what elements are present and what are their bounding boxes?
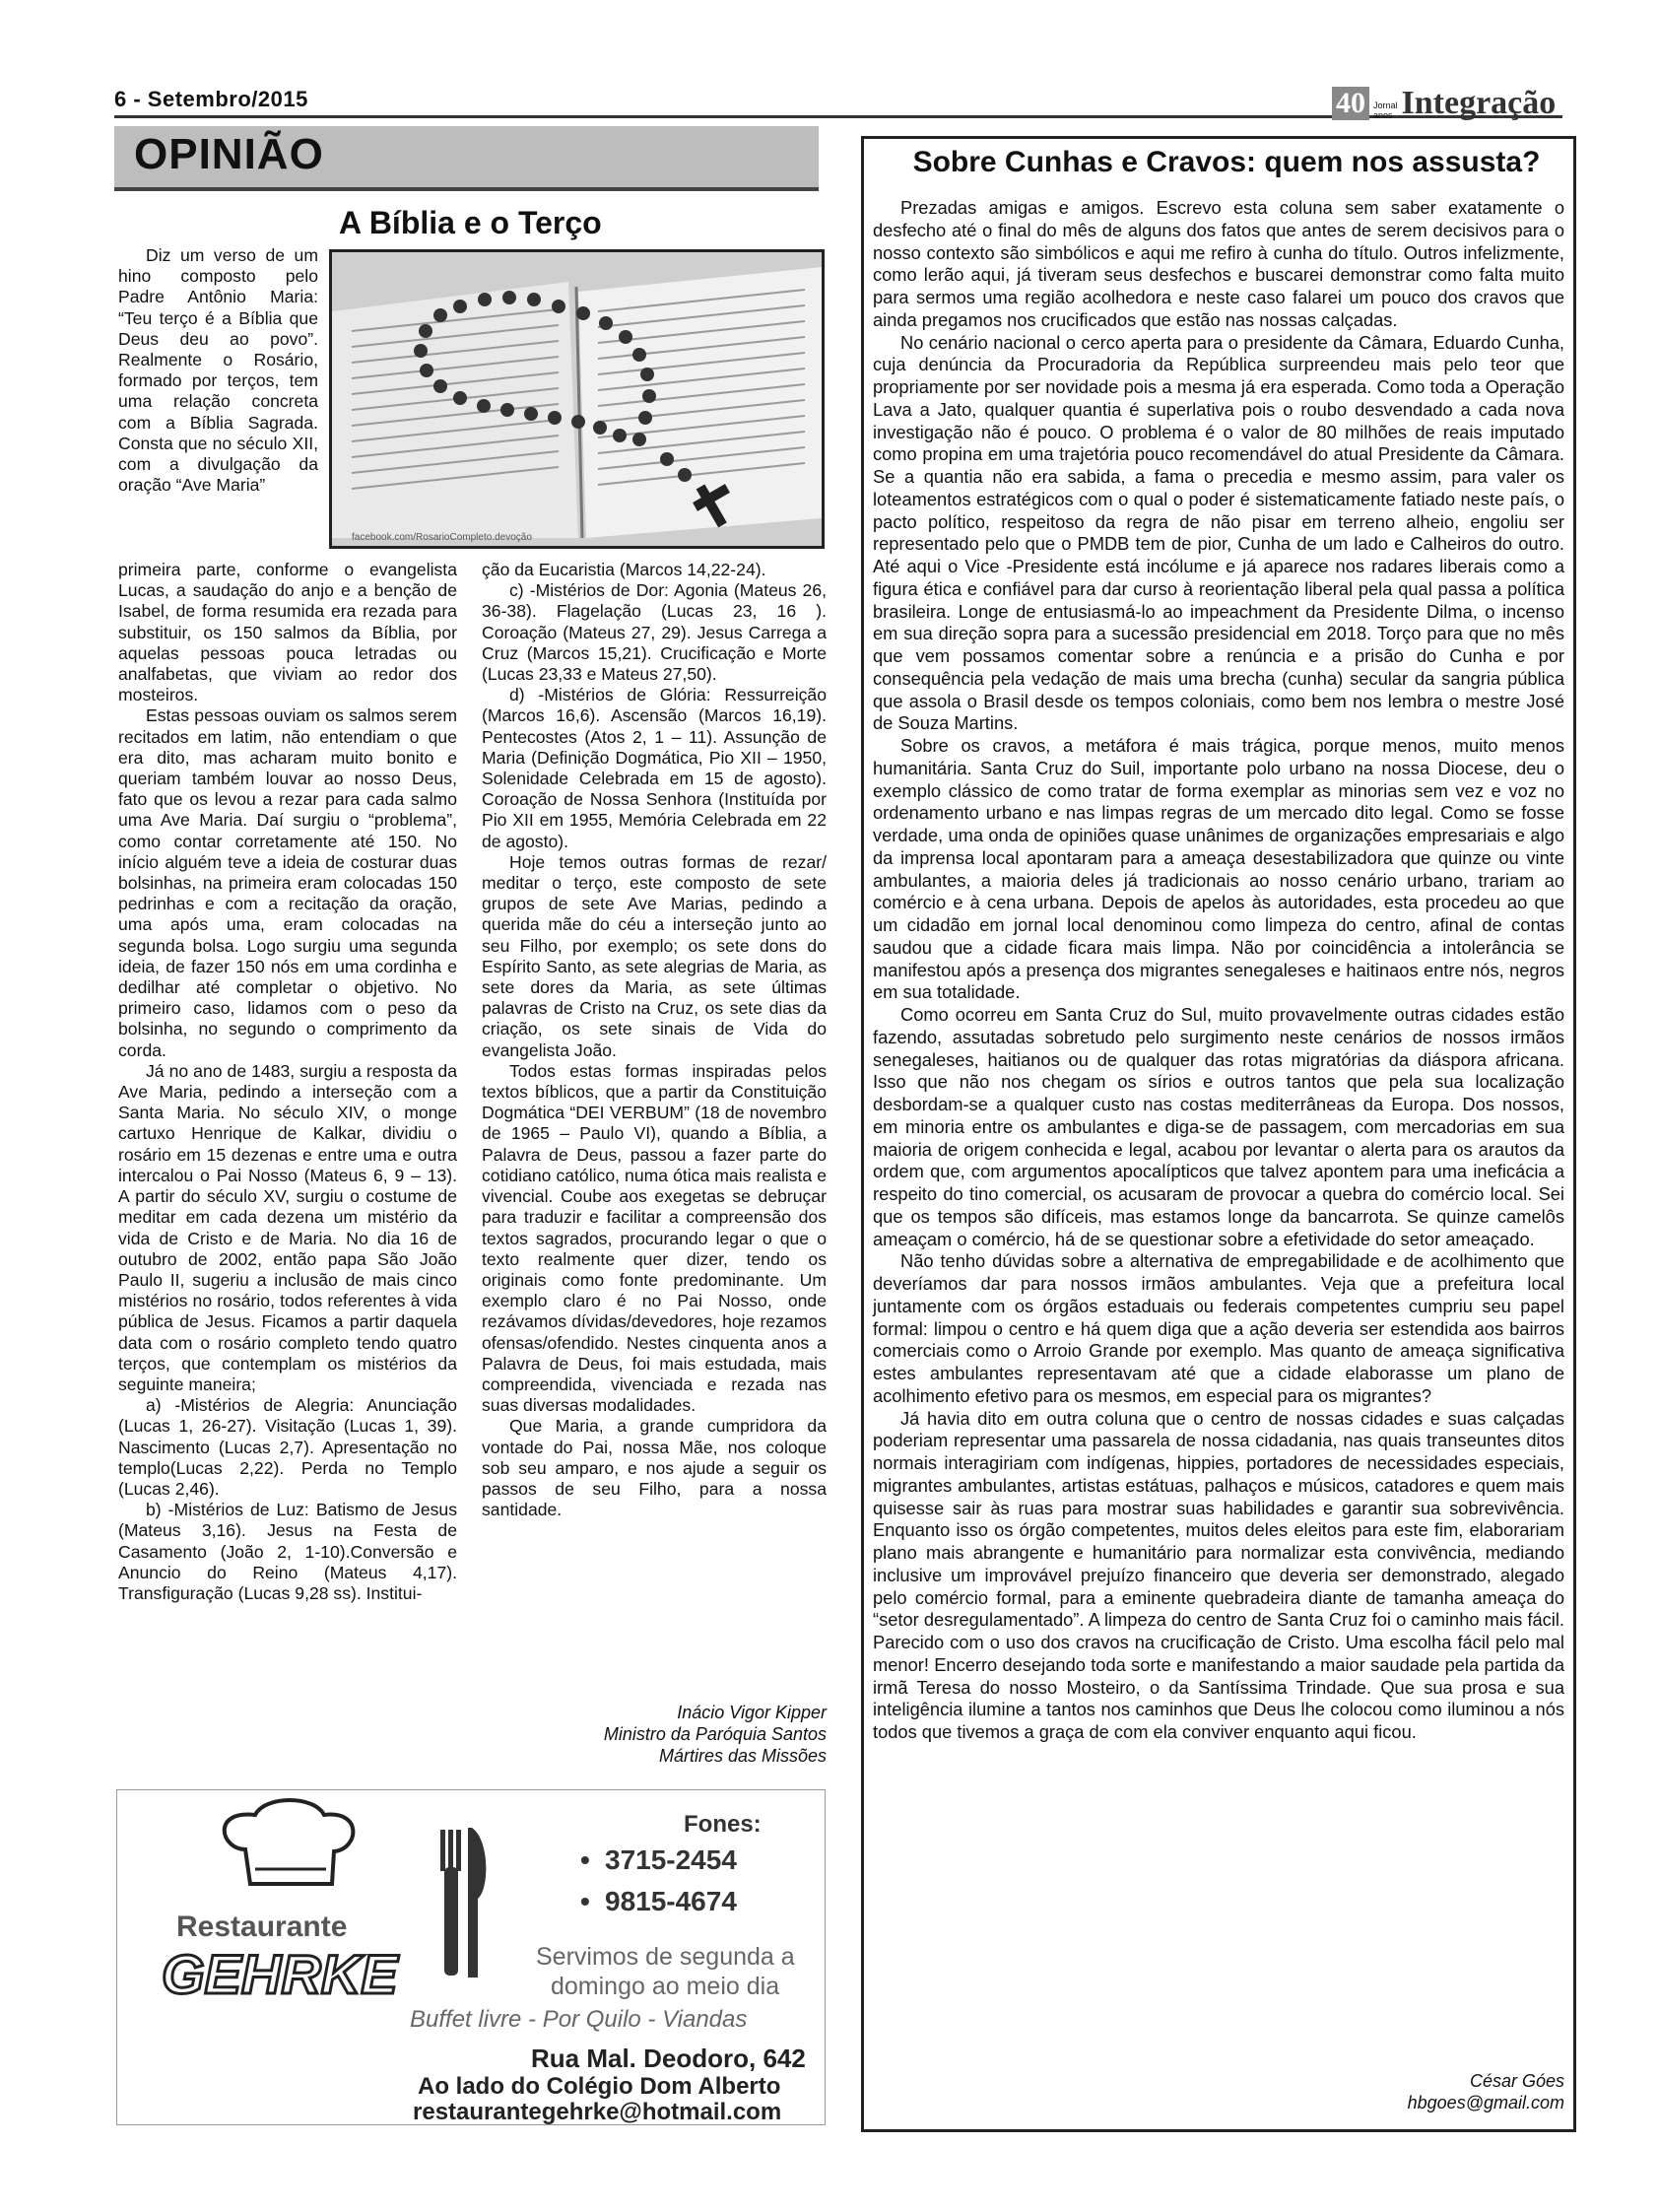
photo-credit: facebook.com/RosarioCompleto.devoção: [352, 532, 532, 543]
ad-phone-2: 9815-4674: [605, 1886, 737, 1916]
section-title: OPINIÃO: [134, 130, 324, 178]
masthead-small-bottom: anos: [1373, 110, 1393, 120]
article1-col2-paragraph: ção da Eucaristia (Marcos 14,22-24).: [482, 560, 766, 579]
author-parish: Mártires das Missões: [658, 1746, 827, 1766]
article1-col2-paragraph: d) -Mistérios de Glória: Ressurreição (Marcos 16,6). Ascensão (Marcos 16,19). Pentecostes (Atos 2, 1 – 11). Assunção de Maria (Definição Dogmática, Pio XII – 1950, Solenidade Celebrada em 15 de agosto). Coroação de Nossa Senhora (Instituída por Pio XII em 1955, Memória Celebrada em 22 de agosto).: [482, 685, 827, 851]
ad-email: restaurantegehrke@hotmail.com: [413, 2099, 782, 2124]
article2-paragraph: Não tenho dúvidas sobre a alternativa de empregabilidade e de acolhimento que deveríamos dar para nossos irmãos ambulantes. Veja que a prefeitura local juntamente com os órgãos estaduais ou federais competentes cumpriu seu papel formal: limpou o centro e há quem diga que a ação deveria ser estendida aos bairros comerciais como o Arroio Grande por exemplo. Mas quanto de ameaça significativa estes ambulantes representavam até que a cidade elaborasse um plano de acolhimento efetivo para os mesmos, em especial para os migrantes?: [873, 1250, 1564, 1406]
ad-address: Rua Mal. Deodoro, 642: [531, 2044, 806, 2073]
article2-author: César Góes: [1469, 2071, 1564, 2091]
author-name: Inácio Vigor Kipper: [677, 1703, 827, 1722]
ad-name-main: GEHRKE: [162, 1943, 398, 2005]
article1-intro: [118, 245, 318, 496]
article2-paragraph: Sobre os cravos, a metáfora é mais trágica, porque menos, muito menos humanitária. Santa Cruz do Suil, importante polo urbano na nossa Diocese, deu o exemplo clássico de como tratar de forma exemplar as minorias sem vez e voz no ordenamento urbano e nas limpas regras de um mercado dito legal. Como se fosse verdade, uma onda de opiniões quase unânimes de organizações empresariais e algo da imprensa local apontaram para a ameaça desestabilizadora que quinze ou vinte ambulantes, a maioria deles já tradicionais ao nosso cenário urbano, trariam ao comércio e à cena urbana. Depois de apelos às autoridades, esta procedeu ao que um cidadão em jornal local denominou como limpeza do centro, afinal de contas saudou que a cidade ficara mais limpa. Não por coincidência a intolerância se manifestou após a presença dos migrantes senegaleses e haitinaos entre nós, negros em sua totalidade.: [873, 735, 1564, 1003]
masthead-small: [1373, 101, 1398, 120]
article1-col1-paragraph: a) -Mistérios de Alegria: Anunciação (Lucas 1, 26-27). Visitação (Lucas 1, 39). Nascimento (Lucas 2,7). Apresentação no templo(Lucas 2,22). Perda no Templo (Lucas 2,46).: [118, 1395, 457, 1499]
article1-col2-paragraph: c) -Mistérios de Dor: Agonia (Mateus 26, 36-38). Flagelação (Lucas 23, 16 ). Coroação (Mateus 27, 29). Jesus Carrega a Cruz (Marcos 15,21). Crucificação e Morte (Lucas 23,33 e Mateus 27,50).: [482, 580, 827, 685]
article1-col1-paragraph: Estas pessoas ouviam os salmos serem recitados em latim, não entendiam o que era dito, mas acharam muito bonito e queriam também louvar ao nosso Deus, fato que os levou a rezar para cada salmo uma Ave Maria. Daí surgiu o “problema”, como contar corretamente até 150. No início alguém teve a ideia de costurar duas bolsinhas, na primeira eram colocadas 150 pedrinhas e com a recitação da oração, uma após uma, eram colocadas na segunda bolsa. Logo surgiu uma segunda ideia, de fazer 150 nós em uma cordinha e dedilhar até completar o objetivo. No primeiro caso, lidamos com o peso da bolsinha, no segundo o comprimento da corda.: [118, 705, 457, 1060]
restaurant-advertisement: [116, 1789, 826, 2125]
ad-name-top: Restaurante: [176, 1910, 348, 1943]
article1-column-1: [118, 560, 457, 1604]
ad-phone-2-bullet: •: [580, 1886, 590, 1916]
article1-title: A Bíblia e o Terço: [339, 205, 602, 240]
masthead-small-top: Jornal: [1373, 101, 1398, 110]
ad-hours-1: Servimos de segunda a: [536, 1943, 795, 1971]
article1-col2-paragraph: Todos estas formas inspiradas pelos textos bíblicos, que a partir da Constituição Dogmática “DEI VERBUM” (18 de novembro de 1965 – Paulo VI), quando a Bíblia, a Palavra de Deus, passou a fazer parte do cotidiano católico, numa ótica mais realista e vivencial. Coube aos exegetas se debruçar para traduzir e facilitar a compreensão dos textos sagrados, procurando legar o que o texto realmente quer dizer, tendo os originais como fonte predominante. Um exemplo claro é no Pai Nosso, onde rezávamos dívidas/devedores, hoje rezamos ofensas/ofendido. Nestes cinquenta anos a Palavra de Deus, foi mais estudada, mais compreendida, vivenciada e rezada nas suas diversas modalidades.: [482, 1060, 827, 1416]
bible-rosary-photo: [329, 249, 825, 549]
ad-phones-label: Fones:: [684, 1811, 762, 1838]
ad-hours-2: domingo ao meio dia: [551, 1973, 780, 2000]
ad-buffet: Buffet livre - Por Quilo - Viandas: [410, 2006, 748, 2033]
article1-column-2: [482, 560, 827, 1520]
article2-body: [873, 197, 1564, 1744]
ad-phone-1-bullet: •: [580, 1844, 590, 1875]
fork-knife-icon: [440, 1828, 486, 1977]
article1-col1-paragraph: b) -Mistérios de Luz: Batismo de Jesus (Mateus 3,16). Jesus na Festa de Casamento (João 2, 1-10).Conversão e Anuncio do Reino (Mateus 4,17). Transfiguração (Lucas 9,28 ss). Institui-: [118, 1500, 457, 1603]
masthead-logo: [1332, 87, 1556, 120]
page-number-date: 6 - Setembro/2015: [114, 87, 308, 111]
article2-paragraph: No cenário nacional o cerco aperta para o presidente da Câmara, Eduardo Cunha, cuja denúncia da Procuradoria da República surpreendeu mais pelo teor que propriamente por ser novidade pois a mesma já era esperada. Como toda a Operação Lava a Jato, qualquer quantia é superlativa pois o roubo desvendado a cada nova investigação não é pouco. O problema é o valor de 80 milhões de reais imputado como propina em uma trajetória pouco recomendável do atual Presidente da Câmara. Se a quantia não era sabida, a fama o precedia e mesmo assim, para valer os loteamentos estratégicos com o qual o poder é sistematicamente fatiado neste país, o pacto político, respeitoso da regra de não pisar em terreno alheio, engoliu ser representado pelo que o PMDB tem de pior, Cunha de um lado e Calheiros do outro. Até aqui o Vice -Presidente está incólume e já aparece nos radares liberais como a figura ética e confiável para dar curso à reorientação liberal pela qual passa a política brasileira. Longe de entusiasmá-lo ao impeachment da Presidente Dilma, o incenso em sua direção sopra para a sucessão presidencial em 2018. Torço para que no mês que vem possamos comentar sobre a renúncia e a prisão do Cunha e por consequência pela vedação de mais uma brecha (cunha) secular da sangria pública que assola o Brasil desde os tempos coloniais, como bem nos lembra o mestre José de Souza Martins.: [873, 331, 1564, 734]
author-role: Ministro da Paróquia Santos: [603, 1724, 827, 1744]
article1-signature: [482, 1702, 827, 1767]
ad-reference: Ao lado do Colégio Dom Alberto: [418, 2073, 781, 2100]
bible-rosary-illustration: [332, 252, 822, 546]
article2-email: hbgoes@gmail.com: [1407, 2093, 1564, 2112]
article2-signature: [873, 2070, 1564, 2113]
article1-intro-paragraph: Diz um verso de um hino composto pelo Padre Antônio Maria: “Teu terço é a Bíblia que Deus deu ao povo”. Realmente o Rosário, formado por terços, tem uma relação concreta com a Bíblia Sagrada. Consta que no século XII, com a divulgação da oração “Ave Maria”: [118, 245, 318, 496]
article1-col1-paragraph: primeira parte, conforme o evangelista Lucas, a saudação do anjo e a benção de Isabel, de forma resumida era rezada para substituir, os 150 salmos da Bíblia, por aquelas pessoas pouca letradas ou analfabetas, que viviam ao redor dos mosteiros.: [118, 560, 457, 705]
article2-paragraph: Já havia dito em outra coluna que o centro de nossas cidades e suas calçadas poderiam representar uma passarela de nossa cidadania, nas quais transeuntes ditos normais interagiriam com indígenas, hippies, portadores de necessidades especiais, migrantes ambulantes, artistas estátuas, palhaços e músicos, catadores e quem mais quisesse sair às ruas para mostrar suas habilidades e garantir sua sobrevivência. Enquanto isso os órgão competentes, muitos deles eleitos para este fim, elaborariam plano mais abrangente e humanitário para normalizar esta convivência, mediando inclusive um improvável prejuízo financeiro que deveria ser demonstrado, alegado pelo comércio formal, para a eminente quebradeira diante de tamanha ameaça do “setor desregulamentado”. A limpeza do centro de Santa Cruz foi o caminho mais fácil. Parecido com o uso dos cravos na crucificação de Cristo. Uma escolha fácil pelo mal menor! Encerro desejando toda sorte e manifestando a maior saudade pela partida da irmã Teresa do nosso Mosteiro, o da Santíssima Trindade. Que sua prosa e sua inteligência ilumine a tantos nos caminhos que Deus lhe colocou como iluminou a nós todos que tivemos a graça de com ela conviver enquanto aqui ficou.: [873, 1407, 1564, 1742]
masthead-40: 40: [1332, 87, 1369, 120]
article2-paragraph: Como ocorreu em Santa Cruz do Sul, muito provavelmente outras cidades estão fazendo, assutadas sobretudo pelo surgimento neste cenários de nossos irmãos senegaleses, haitianos ou de qualquer das rotas migratórias da diáspora africana. Isso que não nos chegam os sírios e outros tantos que pela sua localização desbordam-se a qualquer custo nas costas mediterrâneas da Europa. Dos nossos, em minoria entre os ambulantes e diga-se de passagem, com mercadorias em sua maioria de origem conhecida e legal, acabou por levantar o alerta para os arautos da ordem que, com argumentos apocalípticos que talvez apontem para uma ineficácia a respeito do tino comercial, os acusaram de provocar a quebra do comércio local. Sei que os tempos são difíceis, mas estamos longe da bancarrota. Se quinze camelôs ameaçam o comércio, há de se questionar sobre a efetividade do setor ameaçado.: [873, 1004, 1564, 1249]
article2-paragraph: Prezadas amigas e amigos. Escrevo esta coluna sem saber exatamente o desfecho até o final do mês de alguns dos fatos que antes de serem decisivos para o nosso contexto são simbólicos e aqui me refiro à cunha do título. Outros infelizmente, como lerão aqui, já tiveram seus desfechos e buscarei demonstrar como falta muito para sermos uma região acolhedora e neste caso falarei um pouco dos cravos que ainda pregamos nos crucificados que estão nas nossas calçadas.: [873, 197, 1564, 330]
article2-title: Sobre Cunhas e Cravos: quem nos assusta?: [912, 146, 1541, 178]
masthead-name: Integração: [1401, 85, 1557, 121]
article1-col2-paragraph: Que Maria, a grande cumpridora da vontade do Pai, nossa Mãe, nos coloque sob seu amparo, e nos ajude a seguir os passos de seu Filho, para a nossa santidade.: [482, 1416, 827, 1520]
ad-phone-1: 3715-2454: [605, 1844, 737, 1875]
article1-col2-paragraph: Hoje temos outras formas de rezar/ meditar o terço, este composto de sete grupos de sete Ave Marias, pedindo a querida mãe do céu a interseção junto ao seu Filho, por exemplo; os sete dons do Espírito Santo, as sete alegrias de Maria, as sete dores da Maria, as sete últimas palavras de Cristo na Cruz, os sete dias da criação, os sete sinais de Vida do evangelista João.: [482, 851, 827, 1060]
restaurant-ad-graphics: [117, 1790, 825, 2124]
chef-hat-icon: [225, 1800, 354, 1884]
article1-col1-paragraph: Já no ano de 1483, surgiu a resposta da Ave Maria, pedindo a interseção com a Santa Maria. No século XIV, o monge cartuxo Henrique de Kalkar, dividiu o rosário em 15 dezenas e entre uma e outra intercalou o Pai Nosso (Mateus 6, 9 – 13). A partir do século XV, surgiu o costume de meditar em cada dezena um mistério da vida de Cristo e de Maria. No dia 16 de outubro de 2002, então papa São João Paulo II, sugeriu a inclusão de mais cinco mistérios no rosário, todos referentes à vida pública de Jesus. Ficamos a partir daquela data com o rosário completo tendo quatro terços, que contemplam os mistérios da seguinte maneira;: [118, 1060, 457, 1394]
